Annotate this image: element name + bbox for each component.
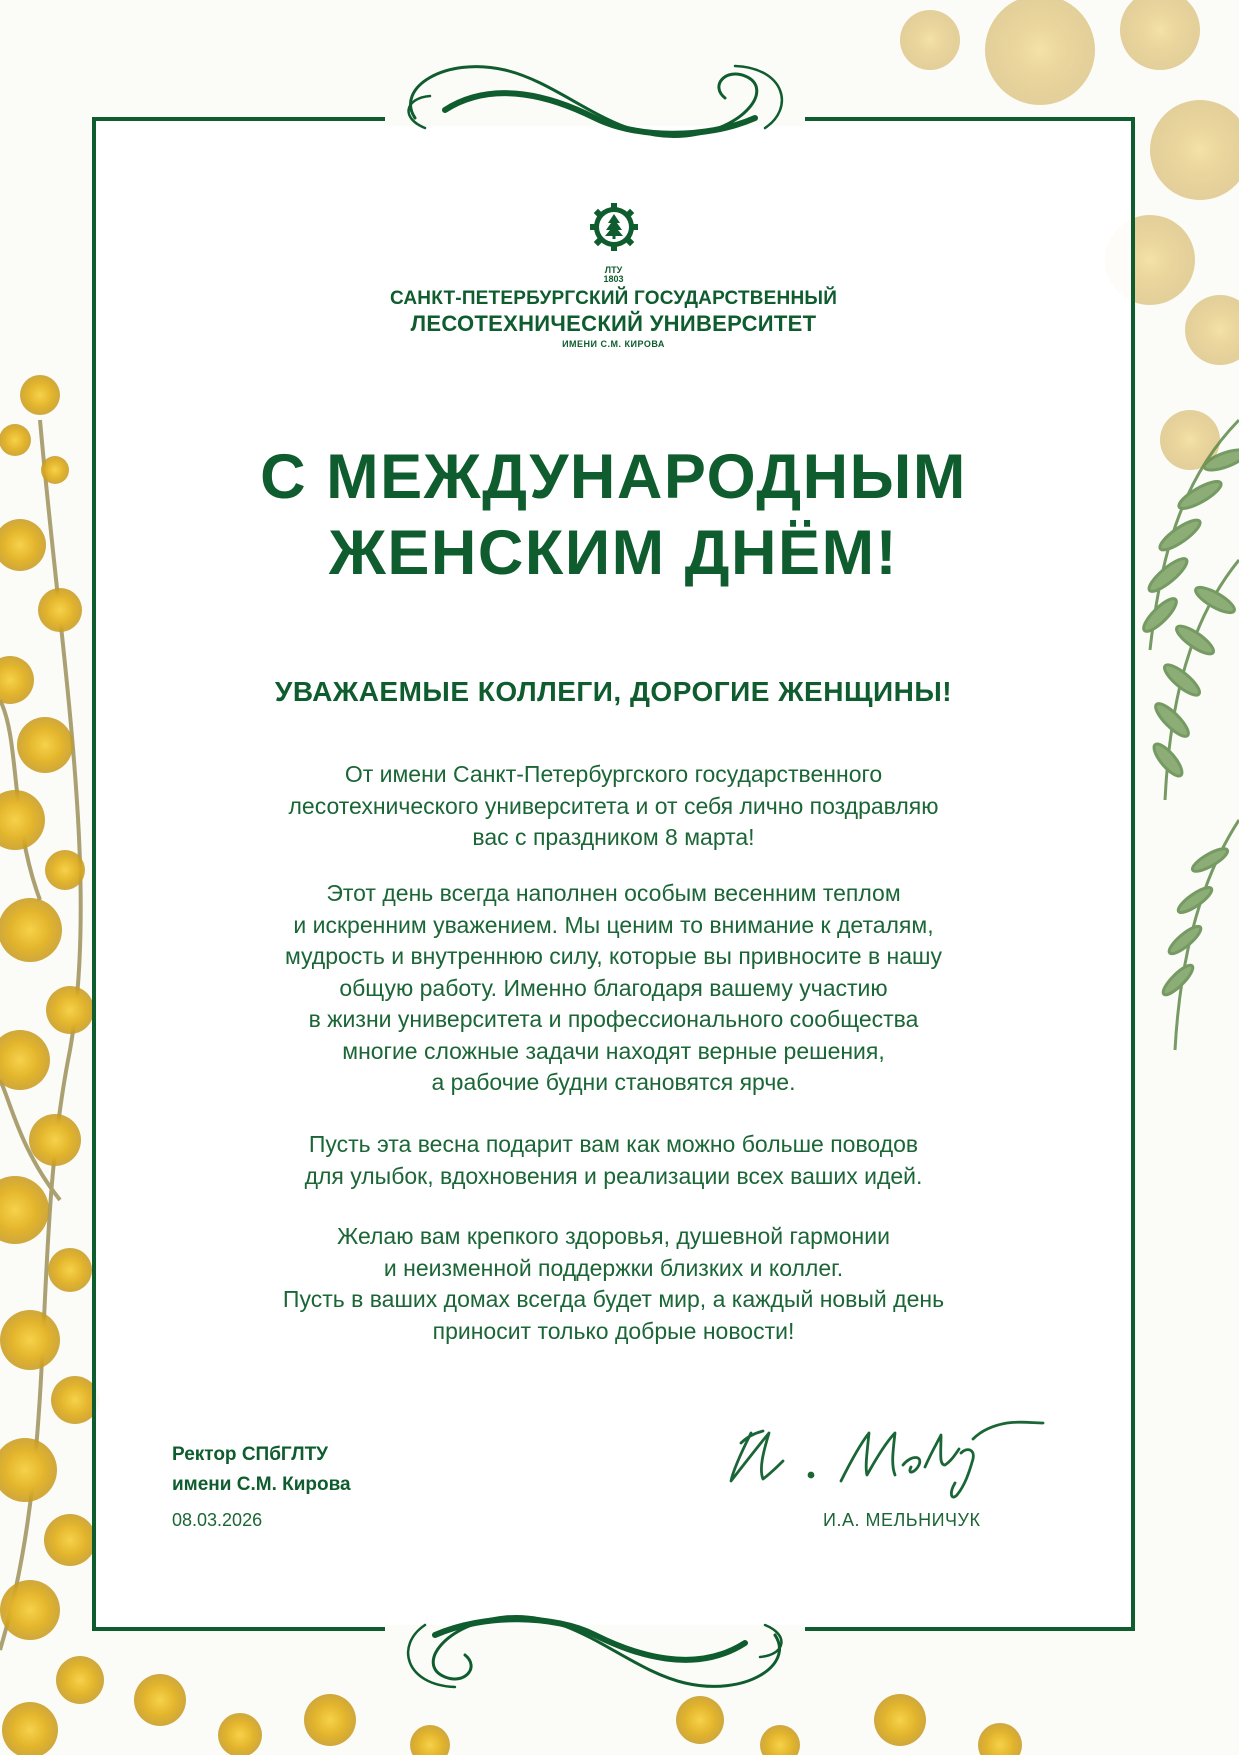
greeting-title-line2: ЖЕНСКИМ ДНЁМ!: [328, 518, 899, 588]
paragraph-line: вас с праздником 8 марта!: [472, 824, 755, 850]
paragraph-line: многие сложные задачи находят верные решения,: [342, 1037, 885, 1064]
paragraph-line: в жизни университета и профессионального сообщества: [308, 1006, 919, 1032]
paragraph-line: а рабочие будни становятся ярче.: [431, 1069, 796, 1095]
mimosa-pompoms-left: [0, 375, 104, 1755]
paragraph-line: приносит только добрые новости!: [432, 1317, 795, 1344]
university-name-line1: САНКТ-ПЕТЕРБУРГСКИЙ ГОСУДАРСТВЕННЫЙ: [389, 288, 838, 309]
paragraph-line: Пусть эта весна подарит вам как можно больше поводов: [308, 1131, 919, 1157]
paragraph-4: [136, 1221, 1091, 1347]
paragraph-line: для улыбок, вдохновения и реализации всех ваших идей.: [304, 1162, 923, 1189]
university-name-line2: ЛЕСОТЕХНИЧЕСКИЙ УНИВЕРСИТЕТ: [410, 311, 817, 336]
paragraph-2: [136, 878, 1091, 1099]
paragraph-1: [136, 759, 1091, 854]
letter-date: 08.03.2026: [172, 1510, 263, 1530]
gear-tree-emblem-icon: [587, 203, 641, 265]
rector-title: [172, 1440, 351, 1500]
fern-leaves-right: [1139, 420, 1239, 1050]
logo-year: 1803: [603, 274, 624, 284]
paragraph-line: лесотехнического университета и от себя лично поздравляю: [288, 792, 939, 819]
rector-title-line2: имени С.М. Кирова: [172, 1474, 351, 1495]
paragraph-3: [136, 1129, 1091, 1192]
greeting-title: [96, 439, 1131, 591]
paragraph-line: Желаю вам крепкого здоровья, душевной гармонии: [337, 1223, 890, 1249]
paragraph-line: Пусть в ваших домах всегда будет мир, а каждый новый день: [282, 1286, 945, 1312]
signer-name: И.А. МЕЛЬНИЧУК: [823, 1510, 981, 1530]
university-name-line3: ИМЕНИ С.М. КИРОВА: [562, 339, 665, 349]
handwritten-signature: [711, 1403, 1051, 1503]
paragraph-line: мудрость и внутреннюю силу, которые вы привносите в нашу: [284, 943, 943, 969]
rector-title-line1: Ректор СПбГЛТУ: [172, 1444, 328, 1465]
university-logo: [96, 203, 1131, 284]
paragraph-line: и неизменной поддержки близких и коллег.: [383, 1254, 844, 1281]
paragraph-line: Этот день всегда наполнен особым весенним теплом: [326, 880, 901, 906]
letter-content: [96, 121, 1131, 1627]
greeting-title-line1: С МЕЖДУНАРОДНЫМ: [260, 442, 967, 512]
paragraph-line: и искренним уважением. Мы ценим то внимание к деталям,: [293, 911, 934, 938]
logo-abbr: ЛТУ: [604, 265, 623, 275]
salutation: УВАЖАЕМЫЕ КОЛЛЕГИ, ДОРОГИЕ ЖЕНЩИНЫ!: [274, 676, 953, 707]
paragraph-line: общую работу. Именно благодаря вашему участию: [339, 974, 888, 1001]
paragraph-line: От имени Санкт-Петербургского государственного: [344, 761, 883, 787]
